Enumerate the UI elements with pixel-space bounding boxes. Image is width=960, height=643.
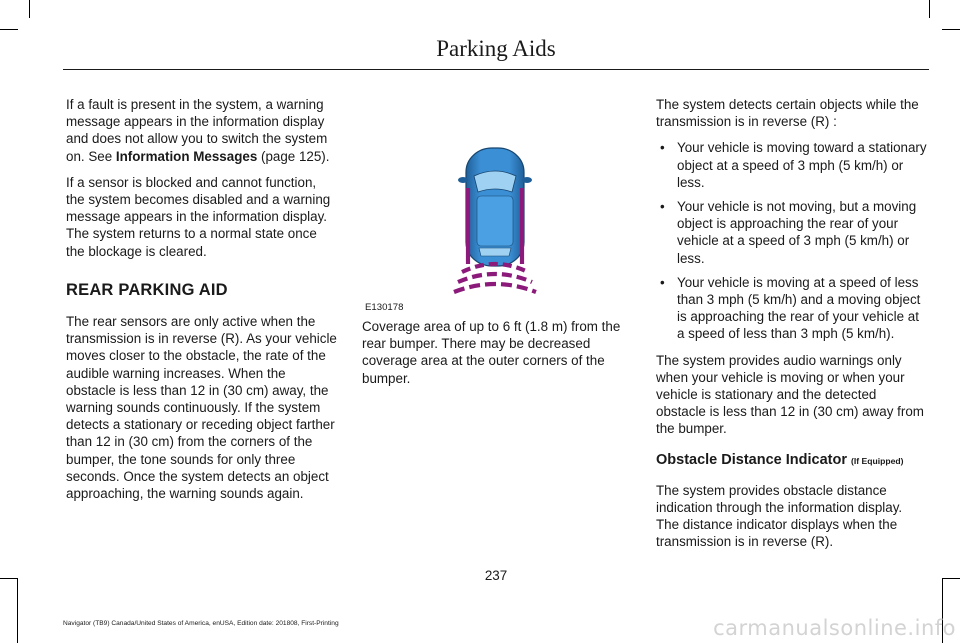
car-windshield	[474, 171, 516, 192]
watermark: carmanualsonline.info	[713, 616, 956, 640]
parking-aid-figure	[362, 96, 632, 318]
fault-text: If a fault is present in the system, a warning message appears in the information display and does not allow you to switch the system on. See	[66, 97, 328, 164]
header-divider	[63, 69, 929, 70]
car-coverage-illustration	[362, 96, 632, 318]
figure-id: E130178	[365, 302, 404, 313]
column-right	[656, 96, 928, 560]
crop-mark	[929, 0, 930, 18]
section-heading-rear-parking-aid: REAR PARKING AID	[66, 280, 228, 299]
fault-paragraph	[66, 96, 338, 165]
car-roof	[477, 196, 513, 246]
subheading-obstacle-distance	[656, 452, 928, 470]
fault-page-ref: (page 125).	[257, 148, 330, 164]
crop-mark	[942, 29, 960, 30]
sensor-arc-outer	[454, 284, 536, 292]
page-title: Parking Aids	[436, 36, 556, 61]
car-rear-window	[479, 248, 511, 256]
subheading-note: (If Equipped)	[851, 455, 904, 466]
sensor-arc-middle	[458, 274, 532, 282]
sensor-arc-inner	[462, 264, 528, 272]
detection-intro: The system detects certain objects while the transmission is in reverse (R) :	[656, 97, 919, 130]
audio-warning-paragraph: The system provides audio warnings only when your vehicle is moving or when your vehicle is stationary and the detected obstacle is less than 12 in (30 cm) away from the bumper.	[656, 352, 924, 437]
list-item: • Your vehicle is moving at a speed of less than 3 mph (5 km/h) and a moving object is approaching the rear of your vehicle at a speed of less than 3 mph (5 km/h).	[656, 274, 928, 343]
figure-caption: Coverage area of up to 6 ft (1.8 m) from the rear bumper. There may be decreased coverage area at the outer corners of the bumper.	[362, 319, 621, 386]
subheading-text: Obstacle Distance Indicator	[656, 451, 847, 468]
distance-indicator-paragraph: The system provides obstacle distance indication through the information display. The distance indicator displays when the transmission is in reverse (R).	[656, 482, 903, 550]
column-left	[66, 96, 338, 511]
detection-list	[656, 139, 928, 342]
list-item: • Your vehicle is moving toward a stationary object at a speed of 3 mph (5 km/h) or less.	[656, 139, 928, 191]
blocked-sensor-paragraph: If a sensor is blocked and cannot function, the system becomes disabled and a warning message appears in the information display. The system returns to a normal state once the blockage is cleared.	[66, 174, 331, 259]
column-middle	[362, 96, 632, 396]
crop-mark	[17, 578, 18, 643]
car-mirror-right	[522, 177, 532, 183]
car-mirror-left	[458, 177, 468, 183]
rear-sensors-paragraph: The rear sensors are only active when the transmission is in reverse (R). As your vehicle moves closer to the obstacle, the rate of the audible warning increases. When the obstacle is less than 12 in (30 cm) away, the warning sounds continuously. If the system detects a stationary or receding object farther than 12 in (30 cm) from the corners of the bumper, the tone sounds for only three seconds. Once the system detects an object approaching, the warning sounds again.	[66, 314, 337, 502]
crop-mark	[29, 0, 30, 18]
page-number: 237	[484, 568, 508, 583]
edition-footer: Navigator (TB9) Canada/United States of America, enUSA, Edition date: 201808, First-Printing	[63, 620, 339, 627]
crop-mark	[0, 29, 18, 30]
information-messages-link[interactable]: Information Messages	[115, 148, 258, 164]
list-item: • Your vehicle is not moving, but a moving object is approaching the rear of your vehicle at a speed of 3 mph (5 km/h) or less.	[656, 198, 928, 267]
